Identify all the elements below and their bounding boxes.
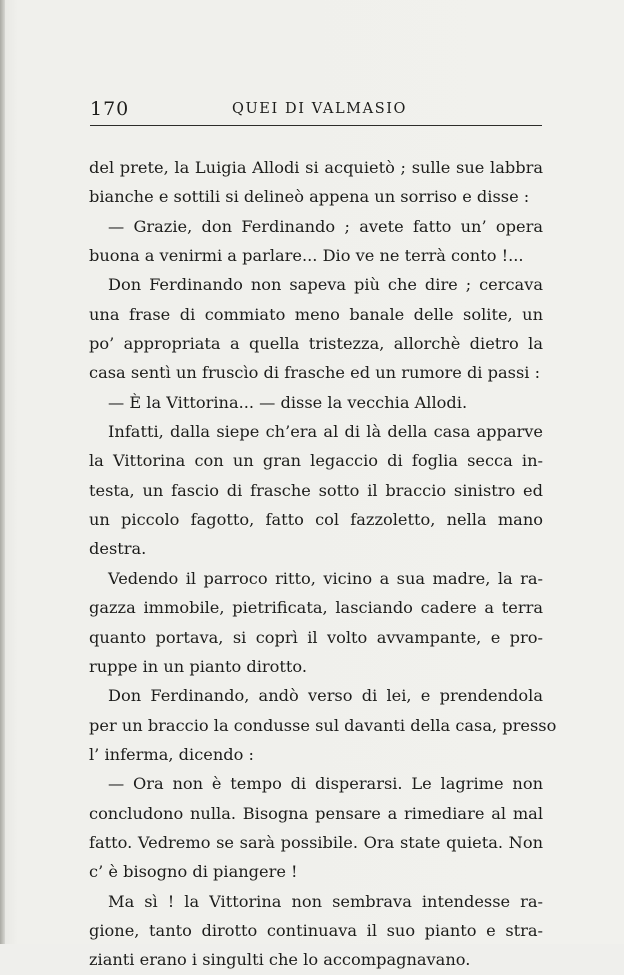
text-line: la Vittorina con un gran legaccio di foglia secca in- bbox=[89, 451, 543, 471]
text-line: Don Ferdinando non sapeva più che dire ; cercava bbox=[108, 275, 543, 295]
text-line: ruppe in un pianto dirotto. bbox=[89, 656, 308, 676]
text-line: destra. bbox=[89, 539, 147, 559]
text-line: po’ appropriata a quella tristezza, allorchè dietro la bbox=[89, 334, 543, 354]
body-text bbox=[89, 153, 557, 975]
text-line: Don Ferdinando, andò verso di lei, e prendendola bbox=[108, 686, 543, 706]
text-line: Infatti, dalla siepe ch’era al di là della casa apparve bbox=[108, 422, 543, 442]
text-line: — È la Vittorina... — disse la vecchia Allodi. bbox=[108, 392, 468, 412]
running-title: QUEI DI VALMASIO bbox=[232, 101, 408, 117]
text-line: una frase di commiato meno banale delle solite, un bbox=[89, 304, 543, 324]
text-line: un piccolo fagotto, fatto col fazzoletto, nella mano bbox=[89, 510, 543, 530]
text-line: c’ è bisogno di piangere ! bbox=[89, 862, 298, 882]
text-line: quanto portava, si coprì il volto avvampante, e pro- bbox=[89, 627, 543, 647]
text-line: casa sentì un fruscìo di frasche ed un rumore di passi : bbox=[89, 363, 541, 383]
text-line: Vedendo il parroco ritto, vicino a sua madre, la ra- bbox=[108, 568, 543, 588]
text-line: l’ inferma, dicendo : bbox=[89, 744, 254, 764]
text-line: testa, un fascio di frasche sotto il braccio sinistro ed bbox=[89, 480, 543, 500]
text-line: — Grazie, don Ferdinando ; avete fatto un’ opera bbox=[108, 216, 543, 236]
running-head bbox=[90, 96, 542, 124]
text-line: gione, tanto dirotto continuava il suo pianto e stra- bbox=[89, 920, 543, 940]
page-number: 170 bbox=[90, 98, 130, 120]
text-line: fatto. Vedremo se sarà possibile. Ora state quieta. Non bbox=[89, 832, 543, 852]
text-line: gazza immobile, pietrificata, lasciando cadere a terra bbox=[89, 598, 543, 618]
text-line: — Ora non è tempo di disperarsi. Le lagrime non bbox=[108, 774, 543, 794]
text-line: concludono nulla. Bisogna pensare a rimediare al mal bbox=[89, 803, 543, 823]
text-line: buona a venirmi a parlare... Dio ve ne terrà conto !... bbox=[89, 246, 524, 266]
header-rule bbox=[90, 125, 542, 126]
text-line: Ma sì ! la Vittorina non sembrava intendesse ra- bbox=[108, 891, 543, 911]
text-line: zianti erano i singulti che lo accompagnavano. bbox=[89, 950, 471, 970]
text-line: bianche e sottili si delineò appena un sorriso e disse : bbox=[89, 187, 530, 207]
text-line: del prete, la Luigia Allodi si acquietò ; sulle sue labbra bbox=[89, 158, 543, 177]
text-line: per un braccio la condusse sul davanti della casa, presso bbox=[89, 715, 557, 735]
page-binding-edge bbox=[0, 0, 5, 944]
